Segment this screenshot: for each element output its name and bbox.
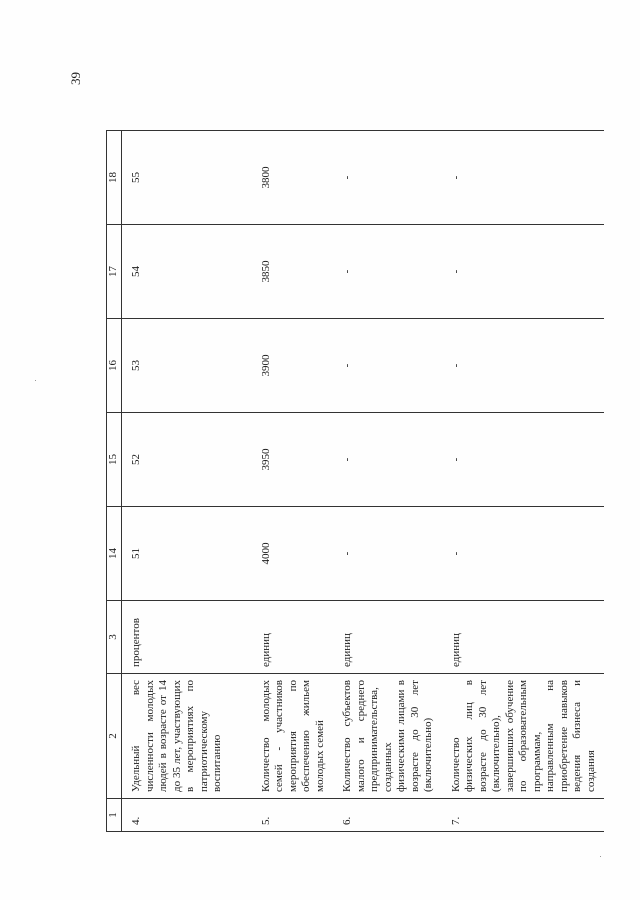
column-header: 3 bbox=[107, 601, 122, 674]
value-cell: - bbox=[442, 319, 605, 413]
column-header: 15 bbox=[107, 413, 122, 507]
value-cell: 3900 bbox=[252, 319, 334, 413]
value-cell: 55 bbox=[122, 131, 252, 225]
indicator-name: Количество молодых семей - участников мероприятия по обеспечению жильем молодых семей bbox=[252, 674, 334, 799]
value-cell: - bbox=[333, 507, 442, 601]
unit-cell: единиц bbox=[252, 601, 334, 674]
value-cell: 3950 bbox=[252, 413, 334, 507]
value-cell: - bbox=[333, 225, 442, 319]
value-cell: 3850 bbox=[252, 225, 334, 319]
scan-speck bbox=[35, 380, 36, 381]
column-header: 14 bbox=[107, 507, 122, 601]
unit-cell: единиц bbox=[442, 601, 605, 674]
value-cell: 52 bbox=[122, 413, 252, 507]
value-cell: - bbox=[442, 413, 605, 507]
table-header-row bbox=[107, 131, 122, 832]
column-header: 1 bbox=[107, 799, 122, 832]
indicators-table bbox=[106, 130, 604, 832]
value-cell: - bbox=[442, 225, 605, 319]
row-number: 6. bbox=[333, 799, 442, 832]
column-header: 16 bbox=[107, 319, 122, 413]
indicator-name: Количество физических лиц в возрасте до 30 лет (включительно), завершивших обучение по образовательным программам, направленным на приобретение навыков ведения бизнеса и создания bbox=[442, 674, 605, 799]
indicator-name: Количество субъектов малого и среднего предпринимательства, созданных физическими лицами в возрасте до 30 лет (включительно) bbox=[333, 674, 442, 799]
table-row bbox=[252, 131, 334, 832]
value-cell: 4000 bbox=[252, 507, 334, 601]
value-cell: 51 bbox=[122, 507, 252, 601]
table-row bbox=[333, 131, 442, 832]
page-number: 39 bbox=[68, 72, 83, 85]
table-row bbox=[122, 131, 252, 832]
unit-cell: процентов bbox=[122, 601, 252, 674]
value-cell: - bbox=[333, 131, 442, 225]
value-cell: 54 bbox=[122, 225, 252, 319]
value-cell: - bbox=[442, 131, 605, 225]
column-header: 17 bbox=[107, 225, 122, 319]
row-number: 5. bbox=[252, 799, 334, 832]
indicator-name: Удельный вес численности молодых людей в возрасте от 14 до 35 лет, участвующих в мероприятиях по патриотическому воспитанию bbox=[122, 674, 252, 799]
value-cell: - bbox=[333, 413, 442, 507]
scan-speck bbox=[600, 856, 601, 857]
unit-cell: единиц bbox=[333, 601, 442, 674]
row-number: 7. bbox=[442, 799, 605, 832]
value-cell: 53 bbox=[122, 319, 252, 413]
column-header: 2 bbox=[107, 674, 122, 799]
value-cell: - bbox=[333, 319, 442, 413]
row-number: 4. bbox=[122, 799, 252, 832]
table-row bbox=[442, 131, 605, 832]
column-header: 18 bbox=[107, 131, 122, 225]
value-cell: 3800 bbox=[252, 131, 334, 225]
value-cell: - bbox=[442, 507, 605, 601]
